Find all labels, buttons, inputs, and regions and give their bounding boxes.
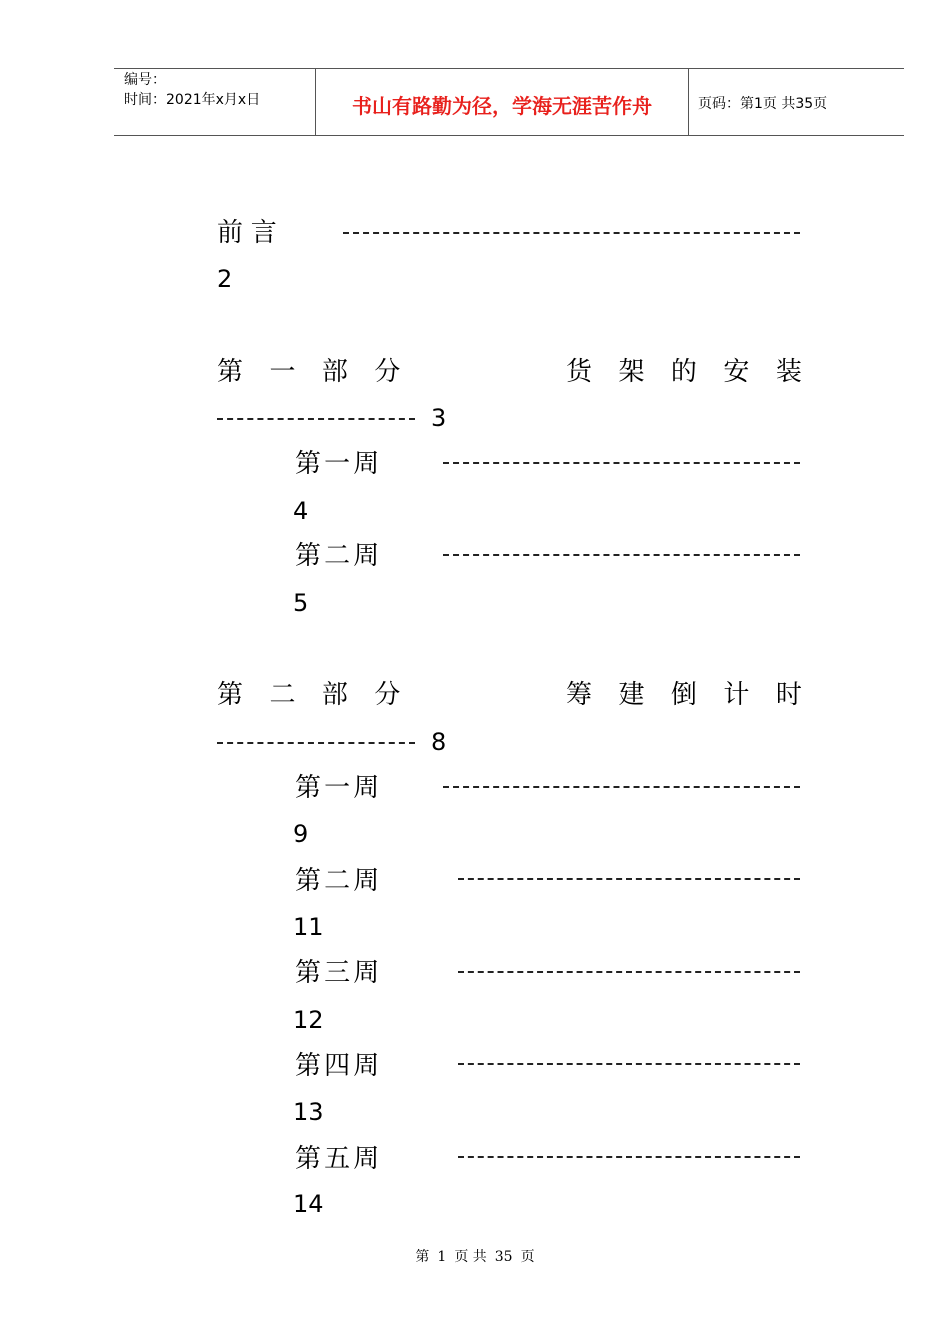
toc-part1-week1-page: 4 [293,497,309,525]
page-footer [0,1246,950,1266]
toc-part1-week2-leader [443,554,800,556]
toc-part2-week1-page: 9 [293,820,309,848]
toc-preface-leader [343,232,800,234]
header-top-rule [114,68,904,69]
toc-part2-label: 第 二 部 分 [217,680,410,710]
toc-part2-leader [217,742,415,744]
header-page-info: 页码：第1页 共35页 [698,96,828,112]
toc-part2-week5-title: 第五周 [295,1144,383,1174]
header-serial-label: 编号： [124,72,166,88]
toc-part2-week2-title: 第二周 [295,866,383,896]
toc-part1-label: 第 一 部 分 [217,357,410,387]
toc-part2-week4-leader [458,1063,800,1065]
footer-page-number: 1 [437,1249,447,1265]
toc-part2-week3-leader [458,971,800,973]
toc-part1-week1-title: 第一周 [295,449,383,479]
toc-part2-week2-leader [458,878,800,880]
toc-part2-week3-page: 12 [293,1006,324,1034]
toc-part2-week4-page: 13 [293,1098,324,1126]
header-time-label: 时间：2021年x月x日 [124,92,261,108]
footer-prefix: 第 [415,1249,430,1265]
footer-suffix: 页 [520,1249,535,1265]
footer-middle: 页 共 [454,1249,487,1265]
toc-part2-week1-leader [443,786,800,788]
toc-part1-leader [217,418,415,420]
toc-part2-week5-page: 14 [293,1190,324,1218]
footer-total-pages: 35 [494,1249,513,1265]
header-motto: 书山有路勤为径，学海无涯苦作舟 [352,94,652,118]
toc-part2-week4-title: 第四周 [295,1051,383,1081]
toc-part1-page: 3 [431,404,447,432]
toc-part2-title: 筹 建 倒 计 时 [566,680,811,710]
toc-part1-week2-page: 5 [293,589,309,617]
toc-part1-week1-leader [443,462,800,464]
toc-preface-title: 前言 [217,218,285,248]
toc-part2-week3-title: 第三周 [295,958,383,988]
toc-part2-week5-leader [458,1156,800,1158]
toc-part2-week1-title: 第一周 [295,773,383,803]
toc-preface-page: 2 [217,265,233,293]
header-divider-2 [688,68,689,135]
header-bottom-rule [114,135,904,136]
toc-part1-title: 货 架 的 安 装 [566,357,811,387]
toc-part2-page: 8 [431,728,447,756]
toc-part1-week2-title: 第二周 [295,541,383,571]
toc-part2-week2-page: 11 [293,913,324,941]
